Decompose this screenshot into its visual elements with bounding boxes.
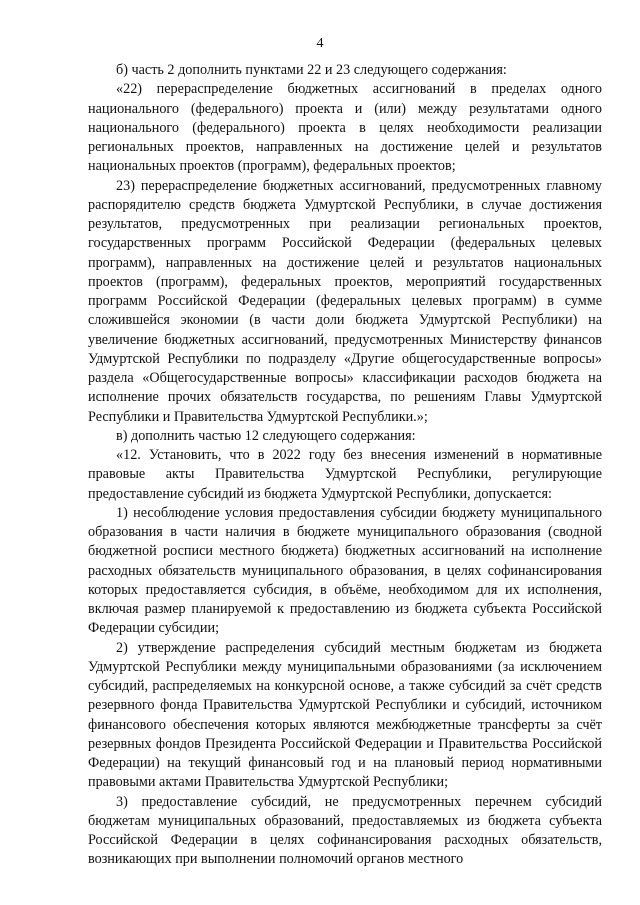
paragraph-point-23: 23) перераспределение бюджетных ассигнований, предусмотренных главному распорядителю средств бюджета Удмуртской Республики, в случае достижения результатов, предусмотренных при реализации региональных проектов, государственных программ Российской Федерации (федеральных целевых программ), направленных на достижение целей и результатов национальных проектов (программ), федеральных проектов, мероприятий государственных программ Российской Федерации (федеральных целевых программ) в сумме сложившейся экономии (в части доли бюджета Удмуртской Республики) на увеличение бюджетных ассигнований, предусмотренных Министерству финансов Удмуртской Республики по подразделу «Другие общегосударственные вопросы» раздела «Общегосударственные вопросы» классификации расходов бюджета на исполнение прочих обязательств государства, по решениям Главы Удмуртской Республики и Правительства Удмуртской Республики.»; (88, 177, 602, 425)
paragraph-subpoint-3: 3) предоставление субсидий, не предусмотренных перечнем субсидий бюджетам муниципальных образований, предоставляемых из бюджета субъекта Российской Федерации в целях софинансирования расходных обязательств, возникающих при выполнении полномочий органов местного (88, 793, 602, 868)
paragraph-point-22: «22) перераспределение бюджетных ассигнований в пределах одного национального (федерального) проекта и (или) между результатами одного национального (федерального) проекта в целях необходимости реализации региональных проектов, направленных на достижение целей и результатов национальных проектов (программ), федеральных проектов; (88, 81, 602, 175)
paragraph-subpoint-2: 2) утверждение распределения субсидий местным бюджетам из бюджета Удмуртской Республики между муниципальными образованиями (за исключением субсидий, распределяемых на конкурсной основе, а также субсидий за счёт средств резервного фонда Правительства Удмуртской Республики и субсидий, источником финансового обеспечения которых являются межбюджетные трансферты за счёт резервных фондов Президента Российской Федерации и Правительства Российской Федерации) на текущий финансовый год и на плановый период нормативными правовыми актами Правительства Удмуртской Республики; (88, 639, 602, 791)
page-number: 4 (316, 36, 324, 51)
paragraph-subpoint-1: 1) несоблюдение условия предоставления субсидии бюджету муниципального образования в части наличия в бюджете муниципального образования (сводной бюджетной росписи местного бюджета) бюджетных ассигнований на исполнение расходных обязательств муниципального образования, в целях софинансирования которых предоставляется субсидия, в объёме, необходимом для их исполнения, включая размер планируемой к предоставлению из бюджета субъекта Российской Федерации субсидии; (88, 504, 602, 637)
paragraph-part-12: «12. Установить, что в 2022 году без внесения изменений в нормативные правовые акты Правительства Удмуртской Республики, регулирующие предоставление субсидий из бюджета Удмуртской Республики, допускается: (88, 447, 602, 502)
paragraph-item-v: в) дополнить частью 12 следующего содержания: (116, 427, 416, 444)
paragraph-item-b: б) часть 2 дополнить пунктами 22 и 23 следующего содержания: (116, 62, 507, 78)
document-body (88, 61, 602, 870)
